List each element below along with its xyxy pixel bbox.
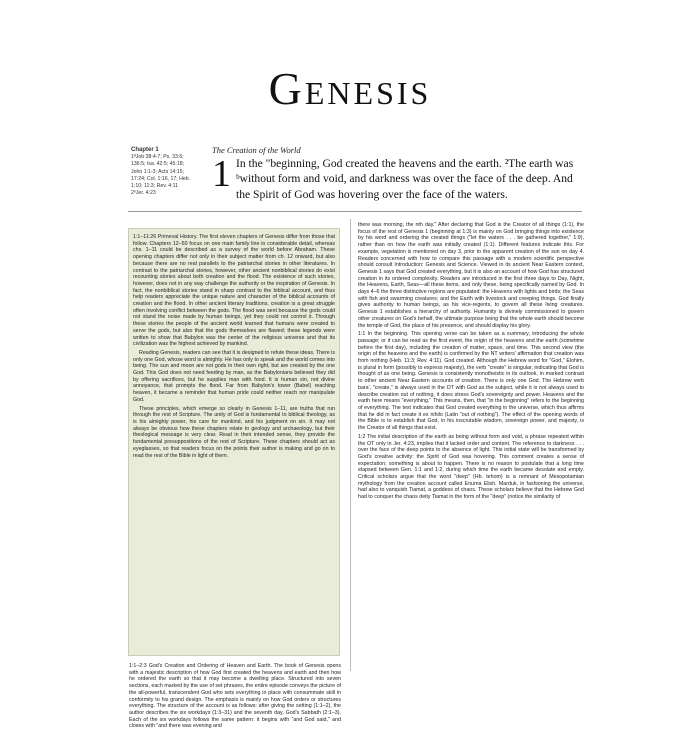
scripture-text [212,153,582,202]
cross-references [131,147,201,197]
study-note-paragraph: there was morning, the nth day." After declaring that God is the Creator of all things (1:1), the focus of the rest of Genesis 1 (beginning at 1:3) is mainly on God bringing things into existence by his word and ordering the created things ("let the waters . . . be gathered together," 1:9), rather than on how the earth was initially created (1:1). Different features indicate this. For example, vegetation is mentioned on day 3, prior to the apparent creation of the sun on day 4. Readers concerned with how to compare this passage with a modern scientific perspective should consult Introduction: Genesis and Science. Viewed in its ancient Near Eastern context, Genesis 1 says that God created everything, but it is also an account of how God has structured creation in its ordered complexity. Readers are introduced in the first three days to Day, Night, the Heavens, Earth, Seas—all these items, and only these, being specifically named by God. In days 4–6 the three distinctive regions are populated: the Heavens with lights and birds; the Seas with fish and swarming creatures; and the Earth with livestock and creeping things. God finally gives authority to human beings, as his vice-regents, to govern all these living creatures. Genesis 1 establishes a hierarchy of authority. Humanity is divinely commissioned to govern other creatures on God's behalf, the ultimate purpose being that the whole earth should become the temple of God, the place of his presence, and should display his glory. [358,222,584,329]
cross-ref-line: 136:5; Isa. 42:5; 45:18; [131,161,185,168]
sidebar-paragraph: 1:1–11:26 Primeval History. The first eleven chapters of Genesis differ from those that follow. Chapters 12–50 focus on one main family line in considerable detail, whereas chs. 1–11 could be described as a survey of the world before Abraham. These opening chapters differ not only in their subject matter from ch. 12 onward, but also because there are no real parallels to the patriarchal stories in other literatures. In contrast to the patriarchal stories, however, other ancient nonbiblical stories do exist recounting stories about both creation and the flood. The existence of such stories, however, does not in any way challenge the authority or the inspiration of Genesis. In fact, the nonbiblical stories stand in sharp contrast to the biblical account, and thus help readers appreciate the unique nature and character of the biblical accounts of creation and the flood. In other ancient literary traditions, creation is a great struggle often involving conflict between the gods. The flood was sent because the gods could not stand the noise made by human beings, yet they could not control it. Through these stories the people of the ancient world learned that humans were created to serve the gods, but also that the gods themselves are flawed; these legends were written to show that Babylon was the center of the religious universe and that its civilization was the highest achieved by mankind. [133,234,335,348]
column-divider [350,219,351,671]
section-heading: The Creation of the World [212,145,301,155]
study-note-paragraph: 1:1 In the beginning. This opening verse can be taken as a summary, introducing the whole passage; or it can be read as the first event, the origin of the heavens and the earth (sometime before the first day), including the creation of matter, space, and time. This second view (the origin of the heavens and the earth) is confirmed by the NT writers' affirmation that creation was from nothing (Heb. 11:3; Rev. 4:11). God created. Although the Hebrew word for "God," Elohim, is plural in form (possibly to express majesty), the verb "create" is singular, indicating that God is thought of as one being. Genesis is consistently monotheistic in its outlook, in marked contrast to other ancient Near Eastern accounts of creation. There is only one God. The Hebrew verb bara', "create," is always used in the OT with God as the subject, while it is not always used to describe creation out of nothing, it does stress God's sovereignty and power. Heavens and the earth here means "everything." This means, then, that "in the beginning" refers to the beginning of everything. The text indicates that God created everything in the universe, which thus affirms that he did in fact create it ex nihilo (Latin "out of nothing"). The effect of the opening words of the Bible is to establish that God, in his inscrutable wisdom, sovereign power, and majesty, is the Creator of all things that exist. [358,331,584,432]
sidebar-paragraph: Reading Genesis, readers can see that it is designed to refute these ideas. There is only one God, whose word is almighty. He has only to speak and the world comes into being. The sun and moon are not gods in their own right, but are created by the one God. This God does not need feeding by man, as the Babylonians believed they did by offering sacrifices, but he supplies man with food. It is human sin, not divine annoyance, that prompts the flood. Far from Babylon's tower (Babel) reaching heaven, it became a reminder that human pride could neither reach nor manipulate God. [133,349,335,403]
sidebar-text [133,234,335,652]
cross-ref-heading: Chapter 1 [131,147,159,153]
study-note-left [129,663,341,730]
verse-text: In the "beginning, God created the heavens and the earth. ²The earth was ᵇwithout form and void, and darkness was over the face of the deep. And the Spirit of God was hovering over the face of the waters. [236,157,574,201]
study-note-paragraph: 1:1–2:3 God's Creation and Ordering of Heaven and Earth. The book of Genesis opens with a majestic description of how God first created the heavens and earth and then how he ordered the earth so that it may become a dwelling place. Structured into seven sections, each marked by the use of set phrases, the entire episode conveys the picture of the all-powerful, transcendent God who sets everything in place with consummate skill in conformity to his grand design. The emphasis is mainly on how God orders or structures everything. The structure of the account is as follows: after giving the setting (1:1–2), the author describes the six workdays (1:3–31) and the seventh day, God's Sabbath (2:1–3). Each of the six workdays follows the same pattern: it begins with "and God said," and closes with "and there was evening and [129,663,341,730]
cross-ref-line: 1:10; 11:3; Rev. 4:11 [131,183,179,190]
cross-ref-line: 2ᵇJer. 4:23 [131,190,156,197]
study-note-right-column [358,222,584,700]
sidebar-paragraph: These principles, which emerge so clearly in Genesis 1–11, are truths that run through the rest of Scripture. The unity of God is fundamental to biblical theology, as is his almighty power, his care for mankind, and his judgment on sin. It may not always be obvious how these chapters relate to geology and archaeology, but their theological message is very clear. Read in their intended sense, they provide the fundamental presuppositions of the rest of Scripture. These chapters should act as eyeglasses, so that readers focus on the points their author is making and go on to read the rest of the Bible in light of them. [133,405,335,459]
divider-rule [128,211,582,212]
cross-ref-line: 17:24; Col. 1:16, 17; Heb. [131,175,191,182]
cross-ref-line: 1ªJob 38:4-7; Ps. 33:6; [131,154,184,161]
book-title: Genesis [268,63,432,114]
study-note-paragraph: 1:2 The initial description of the earth as being without form and void, a phrase repeated within the OT only in Jer. 4:23, implies that it lacked order and content. The reference to darkness . . . over the face of the deep points to the absence of light. This initial state will be transformed by God's creative activity: the Spirit of God was hovering. This comment creates a sense of expectation; something is about to happen. There is no reason to postulate that a long time elapsed between Gen. 1:1 and 1:2, during which time the earth became desolate and empty. Critical scholars argue that the word "deep" (Hb. tehom) is a remnant of Mesopotamian mythology from the creation account called Enuma Elish. Marduk, in fashioning the universe, had also to vanquish Tiamat, a goddess of chaos. These scholars believe that the Hebrew God had to conquer the chaos deity Tiamat in the form of the "deep" (notice the similarity of [358,433,584,501]
cross-ref-line: John 1:1-3; Acts 14:15; [131,168,185,175]
chapter-number: 1 [212,153,231,195]
